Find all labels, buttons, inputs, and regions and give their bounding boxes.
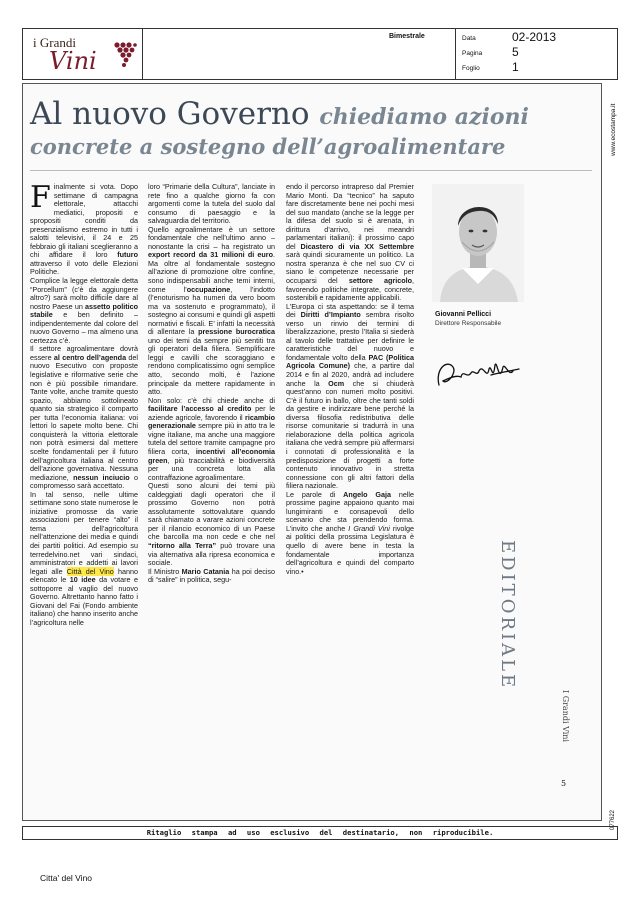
clipping-header [22, 28, 618, 80]
sheet-value: 1 [512, 60, 519, 74]
title-divider [30, 170, 592, 171]
page-value: 5 [512, 45, 519, 59]
article-column-3: endo il percorso intrapreso dal Premier Mario Monti. Da “tecnico” ha saputo fare discretamente bene nei pochi mesi del suo mandato (anche se la legge per la difesa del suolo si è arenata, in dirittura d’arrivo, nei meandri parlamentari italiani): il prossimo capo del Dicastero di via XX Settembre sarà quindi sicuramente un politico. La nostra speranza è che nel suo CV ci siano le competenze necessarie per occuparsi del settore agricolo, favorendo politiche integrate, concrete, sostenibili e rapidamente applicabili. L’Europa ci sta aspettando: se il tema dei Diritti d’Impianto sembra risolto verso un rinvio dei termini di liberalizzazione, presto l’Italia si siederà al tavolo delle trattative per definire le caratteristiche del nuovo e fondamentale volto della PAC (Politica Agricola Comune) che, a partire dal 2014 e fin al 2020, andrà ad includere anche la Ocm che si chiuderà quest’anno con numeri molto positivi. C’è il futuro in ballo, oltre che tanti soldi da gestire e indirizzare bene perché la diversa filosofia redistributiva delle risorse comunitarie si tradurrà in una rielaborazione della politica agricola italiana che vedrà sempre più affermarsi i connotati di professionalità e la predisposizione di progetti a forte contenuto innovativo in stretta connessione con gli altri fattori della filiera nazionale. Le parole di Angelo Gaja nelle prossime pagine appaiono quanto mai lungimiranti e consapevoli dello scenario che sta prendendo forma. L’invito che anche I Grandi Vini rivolge ai politici della prossima Legislatura è quello di avere bene in testa la fondamentale importanza dell’agricoltura e quindi del comparto vino.• [286, 182, 415, 576]
page-label: Pagina [462, 50, 483, 57]
clipping-code: 077622 [610, 809, 616, 830]
article-title: Al nuovo Governo chiediamo azioni [30, 96, 529, 132]
author-name: Giovanni Pellicci [435, 311, 492, 318]
author-photo [432, 184, 524, 302]
ecostampa-url: www.ecostampa.it [610, 103, 617, 156]
logo-top-text: i Grandi [33, 35, 76, 50]
logo-bottom-text: Vini [49, 47, 97, 75]
frequency-label: Bimestrale [389, 33, 425, 40]
article-title-italic: chiediamo azioni [319, 104, 529, 130]
highlighted-text: Città del Vino [66, 566, 114, 576]
article-subtitle: concrete a sostegno dell’agroalimentare [30, 134, 506, 159]
article-column-2: loro “Primarie della Cultura”, lanciate in rete fino a qualche giorno fa con argomenti come la tutela del suolo dal consumo di paesaggio e la salvaguardia del territorio. Quello agroalimentare è un settore fondamentale che nell’ultimo anno – nonostante la crisi – ha registrato un export record da 31 milioni di euro. Ma oltre al fondamentale sostegno all’azione di promozione oltre confine, sono indispensabili anche temi interni, come l’occupazione, l’indotto (l’enoturismo ha numeri da vero boom ma va sostenuto e programmato), il sostegno ai consumi e quindi gli aspetti normativi e fiscali. E’ infatti la necessità di allentare la pressione burocratica uno dei temi da sempre più sentiti tra gli operatori della filiera. Semplificare leggi e cavilli che scoraggiano e rendono complicatissimo ogni semplice atto, secondo molti, è l’azione principale da mettere rapidamente in atto. Non solo: c’è chi chiede anche di facilitare l’accesso al credito per le aziende agricole, favorendo il ricambio generazionale sempre più in atto tra le vigne italiane, ma anche una maggiore tutela del settore tramite campagne pro filiera corta, incentivi all’economia green, più tracciabilità e biodiversità per una concreta lotta alla contraffazione agroalimentare. Questi sono alcuni dei temi più caldeggiati dagli operatori che il prossimo Governo non potrà assolutamente sottovalutare quando sarà chiamato a varare azioni concrete per il rilancio economico di un Paese che barcolla ma non cede e che nel “ritorno alla Terra” può trovare una via alternativa alla ripresa economica e sociale. Il Ministro Mario Catania ha poi deciso di “salire” in politica, segu- [148, 182, 275, 585]
drop-cap: F [30, 180, 51, 215]
section-label: EDITORIALE [497, 540, 518, 691]
author-signature [433, 355, 523, 393]
source-label: Citta' del Vino [40, 873, 93, 883]
magazine-label: I Grandi Vini [561, 690, 570, 742]
sheet-label: Foglio [462, 65, 480, 72]
author-role: Direttore Responsabile [435, 320, 502, 327]
clipping-metadata [455, 29, 617, 79]
reproduction-notice: Ritaglio stampa ad uso esclusivo del destinatario, non riproducibile. [22, 826, 618, 840]
page-number: 5 [561, 779, 567, 788]
article-column-1: Finalmente si vota. Dopo settimane di campagna elettorale, attacchi mediatici, propositi e spropositi conditi da presenzialismo estremo in tutti i salotti televisivi, il 24 e 25 febbraio gli italiani sceglieranno a chi affidare il loro futuro attraverso il voto delle Elezioni Politiche. Complice la legge elettorale detta “Porcellum” (c’è da aggiungere altro?) sarà molto difficile dare al nostro Paese un assetto politico stabile e ben definito – indipendentemente dal colore del nuovo Governo – ma almeno una certezza c’è. Il settore agroalimentare dovrà essere al centro dell’agenda del nuovo Esecutivo con proposte legislative e riformative serie che non è più possibile rimandare. Tante volte, anche tramite questo spazio, abbiamo sottolineato quanto sia strategico il comparto per tutta l’economia italiana: voi lettori lo sapete molto bene. Chi conquisterà la vittoria elettorale non potrà esimersi dal mettere scelte fondamentali per il futuro dell’agricoltura italiana al centro dell’azione governativa. Nessuna mediazione, nessun inciucio o compromesso sarà accettato. In tal senso, nelle ultime settimane sono state numerose le iniziative promosse da varie associazioni per tenere “alto” il tema dell’agricoltura nell’attenzione dei media e quindi dei partiti politici. Ad esempio su terredelvino.net vari sindaci, amministratori e addetti ai lavori legati alle Città del Vino hanno elencato le 10 idee da votare e sottoporre al vaglio del nuovo Governo. Altrettanto hanno fatto i Giovani del Fai (Fondo ambiente italiano) che hanno inserito anche l’agricoltura nelle [30, 180, 138, 627]
date-label: Data [462, 35, 476, 42]
publication-logo [23, 29, 143, 79]
grapes-icon [111, 39, 137, 71]
date-value: 02-2013 [512, 30, 557, 44]
